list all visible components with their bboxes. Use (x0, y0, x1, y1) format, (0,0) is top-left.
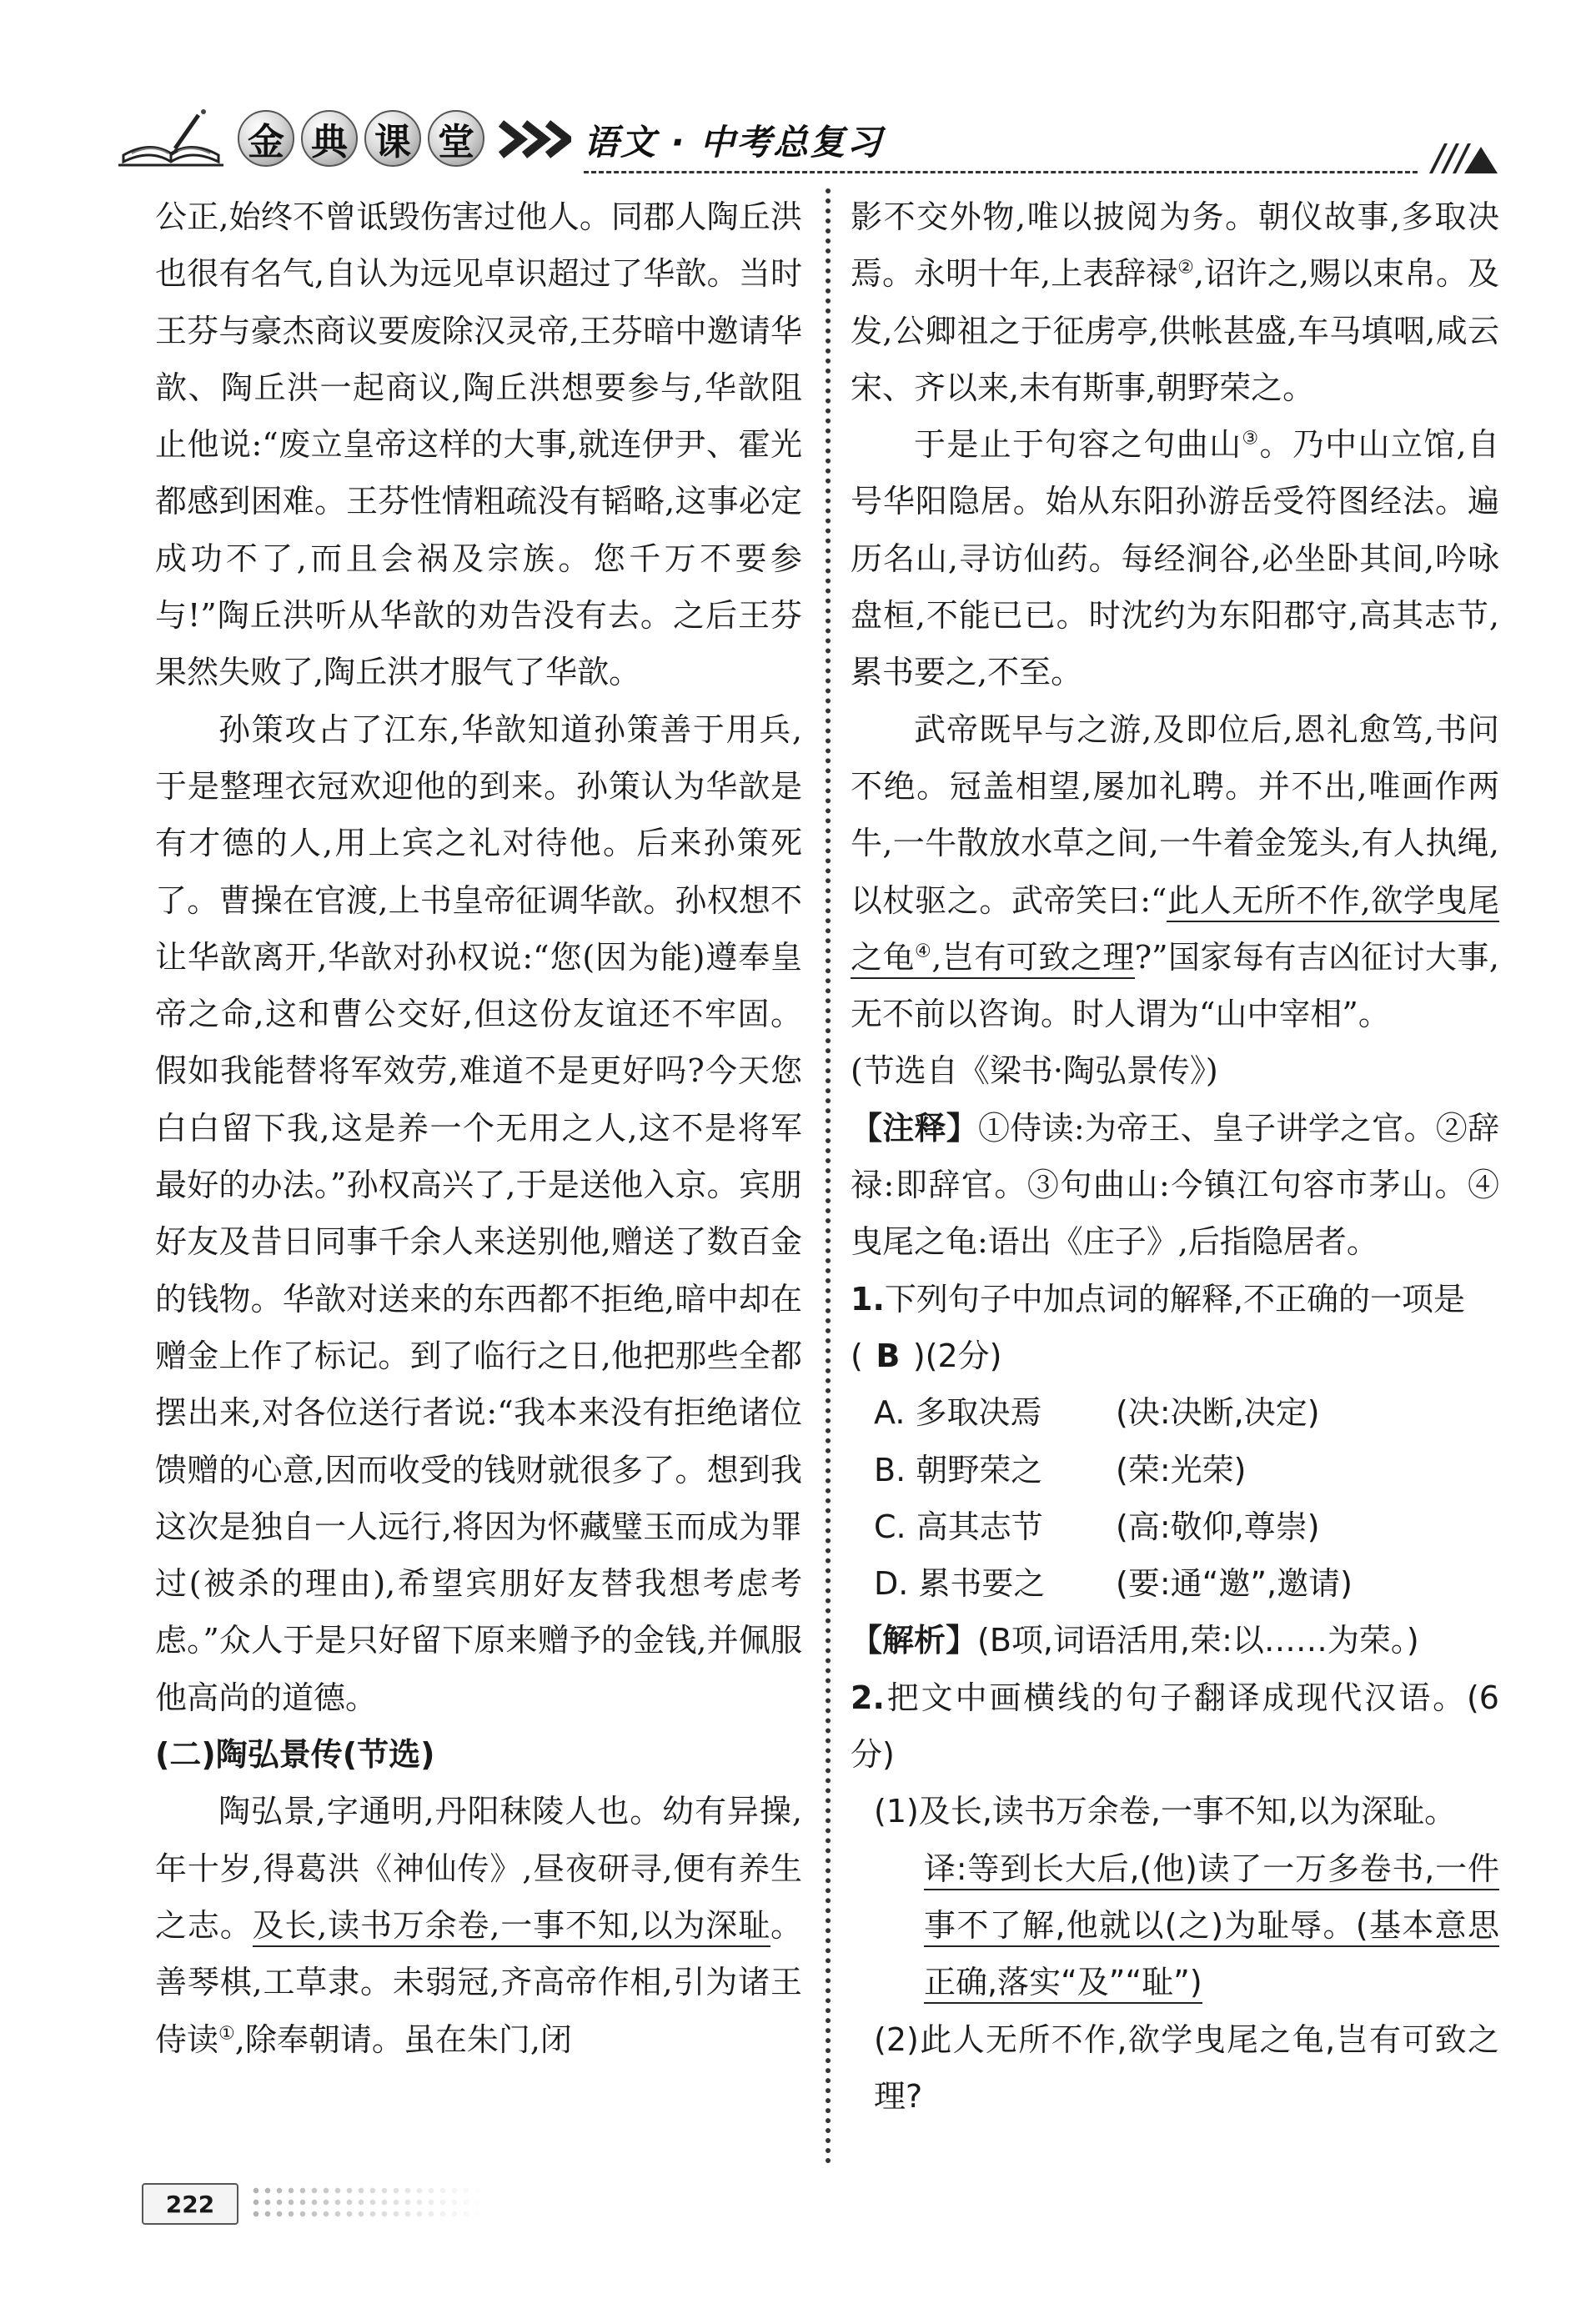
option-gloss: (高:敬仰,尊崇) (1116, 1508, 1320, 1545)
paragraph (155, 1783, 802, 2067)
notes-text: ①侍读:为帝王、皇子讲学之官。②辞禄:即辞官。③句曲山:今镇江句容市茅山。④曳尾之龟:语出《庄子》,后指隐居者。 (851, 1109, 1499, 1261)
question-number: 1. (851, 1280, 885, 1318)
answer-row (851, 1328, 1499, 1384)
option-b (851, 1442, 1499, 1498)
points: )(2分) (912, 1337, 1002, 1374)
question-1 (851, 1271, 1499, 1669)
footnote-marker: ④ (914, 941, 932, 962)
notes (851, 1100, 1499, 1271)
answer-text: 译:等到长大后,(他)读了一万多卷书,一件事不了解,他就以(之)为耻辱。(基本意思正确,落实“及”“耻”) (924, 1850, 1499, 2005)
text-run: 武帝既早与之游,及即位后,恩礼愈笃,书问不绝。冠盖相望,屡加礼聘。并不出,唯画作两牛,一牛散放水草之间,一牛着金笼头,有人执绳,以杖驱之。武帝笑曰:“ (851, 710, 1499, 919)
question-2 (851, 1669, 1499, 2125)
option-label: A. 多取决焉 (874, 1394, 1042, 1432)
page-number: 222 (142, 2183, 238, 2225)
stairs-triangle-icon (1426, 140, 1501, 175)
brand-char: 课 (364, 110, 421, 167)
paragraph: 公正,始终不曾诋毁伤害过他人。同郡人陶丘洪也很有名气,自认为远见卓识超过了华歆。当时王芬与豪杰商议要废除汉灵帝,王芬暗中邀请华歆、陶丘洪一起商议,陶丘洪想要参与,华歆阻止他说:“废立皇帝这样的大事,就连伊尹、霍光都感到困难。王芬性情粗疏没有韬略,这事必定成功不了,而且会祸及宗族。您千万不要参与!”陶丘洪听从华歆的劝告没有去。之后王芬果然失败了,陶丘洪才服气了华歆。 (155, 198, 802, 691)
text-run: 。乃中山立馆,自号华阳隐居。始从东阳孙游岳受符图经法。遍历名山,寻访仙药。每经涧谷,必坐卧其间,吟咏盘桓,不能已已。时沈约为东阳郡守,高其志节,累书要之,不至。 (851, 426, 1499, 691)
answer-choice: B (876, 1337, 901, 1374)
footnote-marker: ① (218, 2022, 235, 2044)
footnote-marker: ③ (1242, 428, 1260, 449)
question-stem (851, 1669, 1499, 1784)
option-a (851, 1384, 1499, 1441)
question-text: 下列句子中加点词的解释,不正确的一项是 (884, 1280, 1465, 1318)
option-label: B. 朝野荣之 (874, 1451, 1043, 1488)
sub-answer-1 (851, 1840, 1499, 2011)
text-run: 影不交外物,唯以披阅为务。朝仪故事,多取决焉。永明十年,上表辞禄 (851, 198, 1499, 293)
option-label: D. 累书要之 (874, 1565, 1046, 1603)
option-gloss: (荣:光荣) (1116, 1451, 1247, 1488)
brand-char: 典 (301, 110, 358, 167)
text-run: 陶弘景,字通明,丹阳秣陵人也。幼有异操,年十岁,得葛洪《神仙传》,昼夜研寻,便有养生之志。 (155, 1793, 802, 1944)
right-column (851, 188, 1499, 2125)
analysis-tag: 【解析】 (851, 1622, 978, 1659)
section-title: (二)陶弘景传(节选) (155, 1736, 435, 1774)
underlined-sentence: 及长,读书万余卷,一事不知,以为深耻 (253, 1907, 770, 1947)
paragraph (851, 416, 1499, 700)
text-run: ?”国家每有吉凶征讨大事,无不前以咨询。时人谓为“山中宰相”。 (851, 938, 1499, 1033)
paragraph (851, 701, 1499, 1043)
brand-char: 金 (238, 110, 294, 167)
text-run: 。善琴棋,工草隶。未弱冠,齐高帝作相,引为诸王侍读 (155, 1906, 802, 2058)
notes-tag: 【注释】 (851, 1109, 979, 1147)
analysis-text: (B项,词语活用,荣:以……为荣。) (977, 1622, 1419, 1659)
sub-question-1: (1)及长,读书万余卷,一事不知,以为深耻。 (874, 1793, 1457, 1830)
left-column (155, 188, 802, 2068)
text-run: ,除奉朝请。虽在朱门,闭 (234, 2020, 572, 2058)
option-c (851, 1498, 1499, 1555)
footnote-marker: ② (1177, 257, 1194, 279)
page-header (117, 100, 1501, 183)
subject-title: 语文 · 中考总复习 (584, 122, 884, 163)
option-d (851, 1555, 1499, 1612)
text-run: ,岂有可致之理 (931, 938, 1135, 976)
text-run: ,诏许之,赐以束帛。及发,公卿祖之于征虏亭,供帐甚盛,车马填咽,咸云宋、齐以来,未有斯事,朝野荣之。 (851, 255, 1499, 406)
column-divider (826, 188, 831, 2165)
text-run: 此人无所不作,欲学曳尾之龟 (851, 881, 1499, 976)
double-chevron-icon (496, 118, 571, 160)
brand-char: 堂 (428, 110, 484, 167)
open-book-logo-icon (117, 107, 225, 173)
source-citation: (节选自《梁书·陶弘景传》) (851, 1052, 1218, 1090)
question-number: 2. (851, 1679, 885, 1716)
option-label: C. 高其志节 (874, 1508, 1043, 1545)
question-stem (851, 1271, 1499, 1328)
header-dashed-rule (584, 171, 1418, 173)
paragraph (851, 188, 1499, 416)
text-run: 于是止于句容之句曲山 (914, 426, 1242, 464)
option-gloss: (决:决断,决定) (1116, 1394, 1320, 1432)
option-gloss: (要:通“邀”,邀请) (1116, 1565, 1353, 1603)
analysis (851, 1612, 1499, 1669)
sub-question-2: (2)此人无所不作,欲学曳尾之龟,岂有可致之理? (874, 2020, 1499, 2115)
paren: ( (851, 1337, 863, 1374)
brand-title (238, 110, 484, 167)
paragraph: 孙策攻占了江东,华歆知道孙策善于用兵,于是整理衣冠欢迎他的到来。孙策认为华歆是有才德的人,用上宾之礼对待他。后来孙策死了。曹操在官渡,上书皇帝征调华歆。孙权想不让华歆离开,华歆对孙权说:“您(因为能)遵奉皇帝之命,这和曹公交好,但这份友谊还不牢固。假如我能替将军效劳,难道不是更好吗?今天您白白留下我,这是养一个无用之人,这不是将军最好的办法。”孙权高兴了,于是送他入京。宾朋好友及昔日同事千余人来送别他,赠送了数百金的钱物。华歆对送来的东西都不拒绝,暗中却在赠金上作了标记。到了临行之日,他把那些全都摆出来,对各位送行者说:“我本来没有拒绝诸位馈赠的心意,因而收受的钱财就很多了。想到我这次是独自一人远行,将因为怀藏璧玉而成为罪过(被杀的理由),希望宾朋好友替我想考虑考虑。”众人于是只好留下原来赠予的金钱,并佩服他高尚的道德。 (155, 710, 802, 1716)
decorative-dots (250, 2185, 484, 2221)
question-text: 把文中画横线的句子翻译成现代汉语。(6分) (851, 1679, 1499, 1774)
